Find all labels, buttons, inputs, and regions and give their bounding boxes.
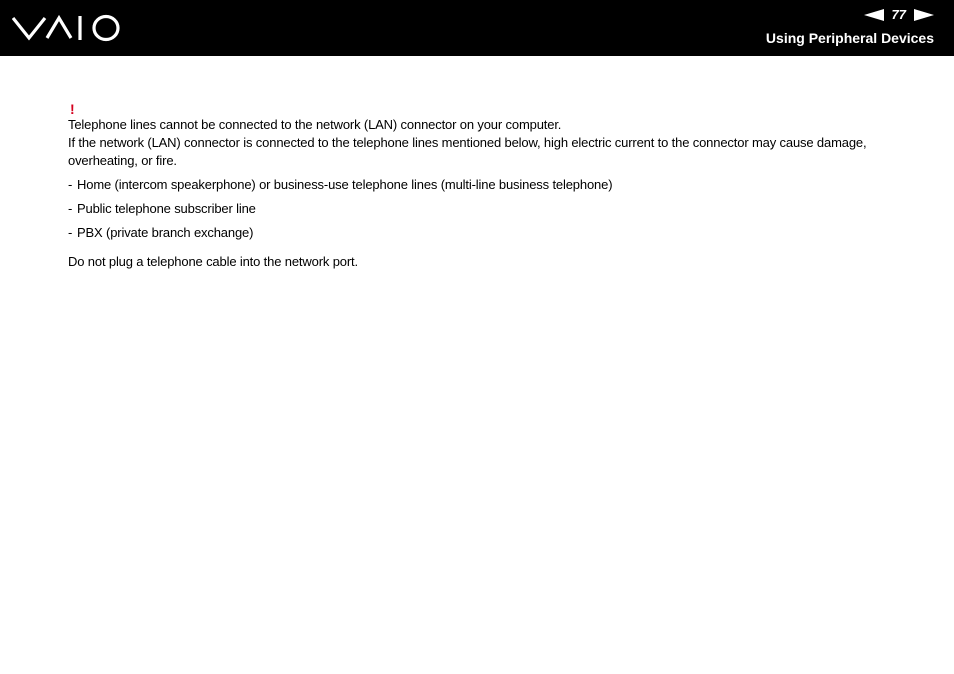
list-item (68, 200, 898, 218)
vaio-logo-icon (12, 14, 120, 42)
list-item-text: Public telephone subscriber line (77, 201, 256, 216)
list-marker: - (68, 225, 73, 240)
list-item-text: Home (intercom speakerphone) or business-use telephone lines (multi-line business telephone) (77, 177, 613, 192)
list-item (68, 176, 898, 194)
warning-icon: ! (70, 101, 75, 117)
closing-note: Do not plug a telephone cable into the network port. (68, 254, 358, 269)
prev-page-arrow-icon[interactable] (864, 9, 884, 21)
page-number: 77 (891, 7, 906, 22)
list-marker: - (68, 201, 73, 216)
list-item (68, 224, 898, 242)
warning-text-1: Telephone lines cannot be connected to the network (LAN) connector on your computer. (68, 117, 562, 132)
warning-text-2: If the network (LAN) connector is connected to the telephone lines mentioned below, high electric current to the connector may cause damage, overheating, or fire. (68, 135, 867, 168)
list-marker: - (68, 177, 73, 192)
next-page-arrow-icon[interactable] (914, 9, 934, 21)
page-header (0, 0, 954, 56)
warning-section (68, 102, 898, 271)
page-navigation (864, 6, 934, 24)
list-item-text: PBX (private branch exchange) (77, 225, 254, 240)
section-title: Using Peripheral Devices (765, 30, 934, 46)
telephone-line-list (68, 176, 898, 242)
